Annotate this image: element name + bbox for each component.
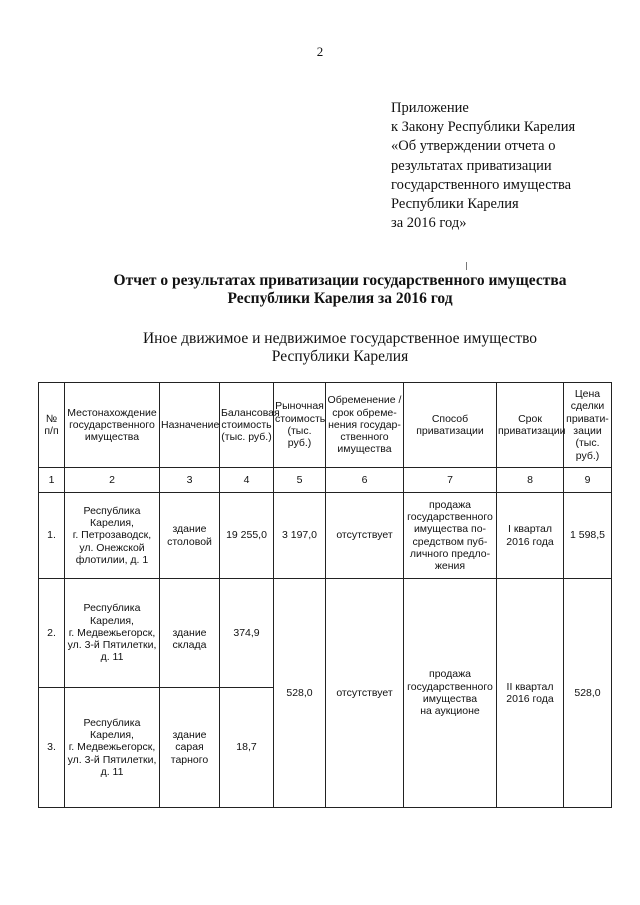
- merged-price: 528,0: [564, 579, 612, 808]
- column-number: 7: [404, 468, 497, 493]
- column-number: 2: [65, 468, 160, 493]
- row-number: 3.: [39, 688, 65, 808]
- header-row: [39, 383, 612, 468]
- appendix-line: государственного имущества: [391, 176, 572, 193]
- header-cell-purpose: Назначение: [160, 383, 220, 468]
- column-number: 4: [220, 468, 274, 493]
- appendix-line: «Об утверждении отчета о: [391, 138, 556, 155]
- merged-encumbrance: отсутствует: [326, 579, 404, 808]
- header-cell-method: Способ приватизации: [404, 383, 497, 468]
- header-cell-location: Местонахождение государственного имущества: [65, 383, 160, 468]
- header-cell-period: Срок приватизации: [497, 383, 564, 468]
- row-balance-value: 18,7: [220, 688, 274, 808]
- column-number: 9: [564, 468, 612, 493]
- row-location: Республика Карелия, г. Медвежьегорск, ул. 3-й Пятилетки, д. 11: [65, 688, 160, 808]
- table-row: [39, 493, 612, 579]
- column-number: 8: [497, 468, 564, 493]
- appendix-line: Приложение: [391, 100, 469, 116]
- column-number-row: [39, 468, 612, 493]
- row-balance-value: 374,9: [220, 579, 274, 688]
- report-title: [40, 272, 640, 308]
- report-title-line: Республики Карелия за 2016 год: [227, 290, 453, 307]
- merged-period: II квартал 2016 года: [497, 579, 564, 808]
- header-cell-balance: Балансовая стоимость (тыс. руб.): [220, 383, 274, 468]
- row-number: 2.: [39, 579, 65, 688]
- row-purpose: здание склада: [160, 579, 220, 688]
- row-purpose: здание сарая тарного: [160, 688, 220, 808]
- row-price: 1 598,5: [564, 493, 612, 579]
- column-number: 3: [160, 468, 220, 493]
- section-subtitle: [40, 330, 640, 366]
- header-cell-encumbrance: Обременение / срок обреме- нения государ- ственного имущества: [326, 383, 404, 468]
- appendix-line: результатах приватизации: [391, 157, 552, 174]
- row-purpose: здание столовой: [160, 493, 220, 579]
- page-number: 2: [316, 44, 324, 59]
- row-period: I квартал 2016 года: [497, 493, 564, 579]
- row-method: продажа государственного имущества по- средством пуб- личного предло- жения: [404, 493, 497, 579]
- row-balance-value: 19 255,0: [220, 493, 274, 579]
- row-location: Республика Карелия, г. Медвежьегорск, ул. 3-й Пятилетки, д. 11: [65, 579, 160, 688]
- appendix-line: к Закону Республики Карелия: [391, 119, 576, 136]
- appendix-block: [391, 99, 631, 233]
- appendix-line: за 2016 год»: [391, 215, 467, 232]
- row-number: 1.: [39, 493, 65, 579]
- column-number: 1: [39, 468, 65, 493]
- appendix-line: Республики Карелия: [391, 196, 519, 213]
- merged-method: продажа государственного имущества на аукционе: [404, 579, 497, 808]
- column-number: 6: [326, 468, 404, 493]
- report-title-line: Отчет о результатах приватизации государственного имущества: [113, 272, 567, 289]
- column-number: 5: [274, 468, 326, 493]
- table-row: [39, 579, 612, 688]
- merged-market-value: 528,0: [274, 579, 326, 808]
- row-location: Республика Карелия, г. Петрозаводск, ул. Онежской флотилии, д. 1: [65, 493, 160, 579]
- header-cell-number: № п/п: [39, 383, 65, 468]
- row-encumbrance: отсутствует: [326, 493, 404, 579]
- scan-mark: [466, 262, 467, 270]
- privatization-table: [38, 382, 612, 808]
- row-market-value: 3 197,0: [274, 493, 326, 579]
- section-subtitle-line: Иное движимое и недвижимое государственное имущество: [142, 330, 538, 347]
- section-subtitle-line: Республики Карелия: [271, 348, 409, 365]
- header-cell-price: Цена сделки привати- зации (тыс. руб.): [564, 383, 612, 468]
- header-cell-market: Рыночная стоимость (тыс. руб.): [274, 383, 326, 468]
